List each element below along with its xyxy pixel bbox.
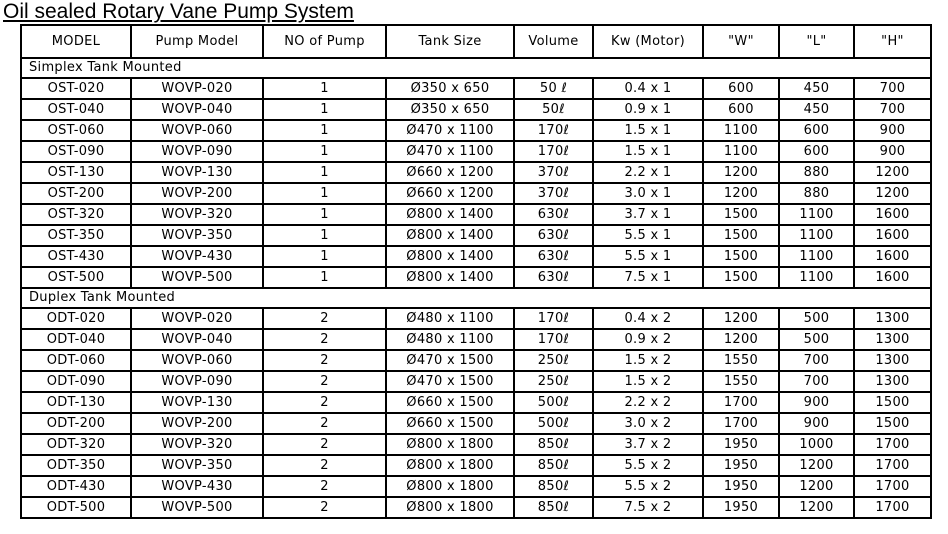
table-row — [21, 204, 931, 225]
cell-l: 700 — [779, 371, 854, 392]
cell-kw-motor: 1.5 x 1 — [593, 141, 703, 162]
cell-l: 880 — [779, 162, 854, 183]
column-header-tank-size: Tank Size — [386, 25, 514, 58]
cell-kw-motor: 3.0 x 1 — [593, 183, 703, 204]
cell-l: 1000 — [779, 434, 854, 455]
cell-w: 1950 — [703, 497, 779, 518]
cell-model: OST-060 — [21, 120, 131, 141]
cell-volume: 170ℓ — [514, 329, 593, 350]
cell-model: ODT-430 — [21, 476, 131, 497]
cell-h: 1200 — [854, 183, 931, 204]
table-row — [21, 308, 931, 329]
section-row-duplex-tank-mounted — [21, 288, 931, 308]
cell-w: 1100 — [703, 120, 779, 141]
cell-tank-size: Ø660 x 1200 — [386, 162, 514, 183]
cell-w: 1200 — [703, 329, 779, 350]
cell-w: 1500 — [703, 246, 779, 267]
cell-model: ODT-500 — [21, 497, 131, 518]
cell-kw-motor: 0.9 x 2 — [593, 329, 703, 350]
column-header-l: "L" — [779, 25, 854, 58]
cell-pump-model: WOVP-500 — [131, 267, 263, 288]
table-row — [21, 225, 931, 246]
cell-h: 1700 — [854, 476, 931, 497]
cell-l: 700 — [779, 350, 854, 371]
table-row — [21, 434, 931, 455]
cell-kw-motor: 3.0 x 2 — [593, 413, 703, 434]
cell-volume: 630ℓ — [514, 246, 593, 267]
cell-pump-model: WOVP-060 — [131, 120, 263, 141]
cell-w: 1700 — [703, 392, 779, 413]
cell-no-of-pump: 1 — [263, 99, 386, 120]
cell-model: OST-130 — [21, 162, 131, 183]
cell-no-of-pump: 2 — [263, 350, 386, 371]
cell-l: 1200 — [779, 455, 854, 476]
column-header-no-of-pump: NO of Pump — [263, 25, 386, 58]
cell-tank-size: Ø480 x 1100 — [386, 329, 514, 350]
cell-no-of-pump: 1 — [263, 78, 386, 99]
table-row — [21, 120, 931, 141]
cell-h: 1300 — [854, 329, 931, 350]
cell-no-of-pump: 2 — [263, 392, 386, 413]
cell-l: 600 — [779, 141, 854, 162]
cell-tank-size: Ø660 x 1500 — [386, 413, 514, 434]
table-row — [21, 162, 931, 183]
cell-pump-model: WOVP-090 — [131, 371, 263, 392]
cell-volume: 50 ℓ — [514, 78, 593, 99]
cell-pump-model: WOVP-040 — [131, 329, 263, 350]
header-row — [21, 25, 931, 58]
cell-kw-motor: 1.5 x 2 — [593, 350, 703, 371]
cell-no-of-pump: 1 — [263, 267, 386, 288]
cell-l: 1100 — [779, 225, 854, 246]
cell-model: OST-350 — [21, 225, 131, 246]
cell-pump-model: WOVP-320 — [131, 434, 263, 455]
cell-kw-motor: 0.9 x 1 — [593, 99, 703, 120]
cell-model: OST-200 — [21, 183, 131, 204]
cell-w: 1200 — [703, 183, 779, 204]
cell-h: 1600 — [854, 246, 931, 267]
cell-tank-size: Ø470 x 1500 — [386, 371, 514, 392]
cell-w: 1950 — [703, 476, 779, 497]
table-body — [21, 58, 931, 518]
cell-pump-model: WOVP-500 — [131, 497, 263, 518]
table-row — [21, 392, 931, 413]
cell-model: OST-320 — [21, 204, 131, 225]
cell-tank-size: Ø800 x 1400 — [386, 267, 514, 288]
cell-h: 1700 — [854, 434, 931, 455]
cell-h: 700 — [854, 99, 931, 120]
cell-h: 900 — [854, 120, 931, 141]
table-row — [21, 246, 931, 267]
column-header-pump-model: Pump Model — [131, 25, 263, 58]
cell-kw-motor: 5.5 x 1 — [593, 225, 703, 246]
cell-l: 1200 — [779, 497, 854, 518]
cell-kw-motor: 1.5 x 2 — [593, 371, 703, 392]
cell-model: OST-020 — [21, 78, 131, 99]
cell-tank-size: Ø800 x 1800 — [386, 455, 514, 476]
cell-h: 1300 — [854, 350, 931, 371]
cell-kw-motor: 0.4 x 1 — [593, 78, 703, 99]
cell-model: OST-430 — [21, 246, 131, 267]
cell-l: 1100 — [779, 246, 854, 267]
cell-pump-model: WOVP-200 — [131, 183, 263, 204]
cell-l: 500 — [779, 308, 854, 329]
column-header-kw-motor: Kw (Motor) — [593, 25, 703, 58]
cell-kw-motor: 0.4 x 2 — [593, 308, 703, 329]
cell-l: 900 — [779, 413, 854, 434]
table-head — [21, 25, 931, 58]
cell-tank-size: Ø470 x 1100 — [386, 120, 514, 141]
cell-model: ODT-130 — [21, 392, 131, 413]
cell-no-of-pump: 2 — [263, 455, 386, 476]
cell-pump-model: WOVP-130 — [131, 162, 263, 183]
cell-kw-motor: 5.5 x 1 — [593, 246, 703, 267]
cell-w: 1100 — [703, 141, 779, 162]
cell-kw-motor: 2.2 x 1 — [593, 162, 703, 183]
cell-volume: 50ℓ — [514, 99, 593, 120]
column-header-w: "W" — [703, 25, 779, 58]
cell-w: 1950 — [703, 455, 779, 476]
cell-volume: 850ℓ — [514, 497, 593, 518]
cell-volume: 250ℓ — [514, 371, 593, 392]
cell-w: 1550 — [703, 350, 779, 371]
cell-volume: 630ℓ — [514, 267, 593, 288]
cell-volume: 170ℓ — [514, 120, 593, 141]
cell-w: 1500 — [703, 204, 779, 225]
cell-tank-size: Ø800 x 1400 — [386, 225, 514, 246]
table-row — [21, 350, 931, 371]
cell-pump-model: WOVP-430 — [131, 476, 263, 497]
cell-pump-model: WOVP-320 — [131, 204, 263, 225]
cell-tank-size: Ø800 x 1400 — [386, 204, 514, 225]
cell-pump-model: WOVP-020 — [131, 78, 263, 99]
cell-h: 1300 — [854, 371, 931, 392]
cell-volume: 370ℓ — [514, 162, 593, 183]
table-row — [21, 497, 931, 518]
cell-pump-model: WOVP-040 — [131, 99, 263, 120]
cell-tank-size: Ø350 x 650 — [386, 78, 514, 99]
table-row — [21, 99, 931, 120]
cell-w: 1550 — [703, 371, 779, 392]
cell-l: 1100 — [779, 267, 854, 288]
cell-volume: 370ℓ — [514, 183, 593, 204]
cell-model: OST-090 — [21, 141, 131, 162]
cell-tank-size: Ø800 x 1800 — [386, 497, 514, 518]
cell-no-of-pump: 2 — [263, 476, 386, 497]
cell-volume: 250ℓ — [514, 350, 593, 371]
cell-pump-model: WOVP-060 — [131, 350, 263, 371]
cell-volume: 850ℓ — [514, 476, 593, 497]
cell-model: OST-040 — [21, 99, 131, 120]
cell-l: 450 — [779, 78, 854, 99]
cell-l: 450 — [779, 99, 854, 120]
pump-spec-table — [20, 24, 932, 519]
column-header-model: MODEL — [21, 25, 131, 58]
cell-h: 1700 — [854, 497, 931, 518]
cell-no-of-pump: 2 — [263, 308, 386, 329]
cell-pump-model: WOVP-350 — [131, 455, 263, 476]
cell-h: 1700 — [854, 455, 931, 476]
cell-model: ODT-090 — [21, 371, 131, 392]
cell-w: 1950 — [703, 434, 779, 455]
table-row — [21, 267, 931, 288]
cell-tank-size: Ø480 x 1100 — [386, 308, 514, 329]
cell-tank-size: Ø800 x 1800 — [386, 434, 514, 455]
cell-tank-size: Ø350 x 650 — [386, 99, 514, 120]
table-row — [21, 413, 931, 434]
cell-no-of-pump: 1 — [263, 162, 386, 183]
cell-l: 600 — [779, 120, 854, 141]
cell-no-of-pump: 2 — [263, 329, 386, 350]
cell-h: 1500 — [854, 392, 931, 413]
cell-kw-motor: 5.5 x 2 — [593, 476, 703, 497]
cell-model: ODT-060 — [21, 350, 131, 371]
cell-tank-size: Ø800 x 1400 — [386, 246, 514, 267]
cell-w: 600 — [703, 78, 779, 99]
cell-tank-size: Ø800 x 1800 — [386, 476, 514, 497]
cell-pump-model: WOVP-430 — [131, 246, 263, 267]
cell-w: 1200 — [703, 308, 779, 329]
table-row — [21, 476, 931, 497]
cell-tank-size: Ø470 x 1500 — [386, 350, 514, 371]
cell-tank-size: Ø660 x 1500 — [386, 392, 514, 413]
cell-pump-model: WOVP-350 — [131, 225, 263, 246]
cell-model: ODT-350 — [21, 455, 131, 476]
table-row — [21, 455, 931, 476]
column-header-h: "H" — [854, 25, 931, 58]
cell-volume: 170ℓ — [514, 141, 593, 162]
section-label: Duplex Tank Mounted — [21, 288, 931, 308]
cell-no-of-pump: 1 — [263, 204, 386, 225]
cell-pump-model: WOVP-020 — [131, 308, 263, 329]
cell-l: 1100 — [779, 204, 854, 225]
page-title: Oil sealed Rotary Vane Pump System — [3, 0, 354, 23]
cell-kw-motor: 5.5 x 2 — [593, 455, 703, 476]
cell-pump-model: WOVP-130 — [131, 392, 263, 413]
cell-volume: 630ℓ — [514, 225, 593, 246]
cell-h: 900 — [854, 141, 931, 162]
cell-no-of-pump: 1 — [263, 141, 386, 162]
cell-no-of-pump: 2 — [263, 413, 386, 434]
cell-h: 1600 — [854, 225, 931, 246]
cell-pump-model: WOVP-090 — [131, 141, 263, 162]
cell-tank-size: Ø660 x 1200 — [386, 183, 514, 204]
cell-model: OST-500 — [21, 267, 131, 288]
cell-no-of-pump: 2 — [263, 497, 386, 518]
cell-h: 700 — [854, 78, 931, 99]
cell-w: 600 — [703, 99, 779, 120]
cell-l: 1200 — [779, 476, 854, 497]
cell-model: ODT-040 — [21, 329, 131, 350]
table-row — [21, 329, 931, 350]
section-label: Simplex Tank Mounted — [21, 58, 931, 78]
cell-kw-motor: 1.5 x 1 — [593, 120, 703, 141]
cell-h: 1200 — [854, 162, 931, 183]
cell-model: ODT-200 — [21, 413, 131, 434]
cell-h: 1300 — [854, 308, 931, 329]
cell-h: 1600 — [854, 204, 931, 225]
section-row-simplex-tank-mounted — [21, 58, 931, 78]
column-header-volume: Volume — [514, 25, 593, 58]
cell-tank-size: Ø470 x 1100 — [386, 141, 514, 162]
cell-no-of-pump: 1 — [263, 225, 386, 246]
cell-h: 1600 — [854, 267, 931, 288]
cell-kw-motor: 2.2 x 2 — [593, 392, 703, 413]
cell-volume: 850ℓ — [514, 455, 593, 476]
cell-model: ODT-020 — [21, 308, 131, 329]
cell-kw-motor: 3.7 x 1 — [593, 204, 703, 225]
cell-no-of-pump: 1 — [263, 183, 386, 204]
cell-kw-motor: 3.7 x 2 — [593, 434, 703, 455]
cell-kw-motor: 7.5 x 1 — [593, 267, 703, 288]
cell-no-of-pump: 2 — [263, 371, 386, 392]
cell-l: 500 — [779, 329, 854, 350]
cell-no-of-pump: 1 — [263, 246, 386, 267]
table-row — [21, 78, 931, 99]
table-row — [21, 183, 931, 204]
cell-volume: 170ℓ — [514, 308, 593, 329]
cell-l: 880 — [779, 183, 854, 204]
cell-w: 1500 — [703, 225, 779, 246]
cell-volume: 630ℓ — [514, 204, 593, 225]
cell-model: ODT-320 — [21, 434, 131, 455]
cell-no-of-pump: 1 — [263, 120, 386, 141]
cell-no-of-pump: 2 — [263, 434, 386, 455]
cell-kw-motor: 7.5 x 2 — [593, 497, 703, 518]
table-row — [21, 371, 931, 392]
cell-h: 1500 — [854, 413, 931, 434]
cell-l: 900 — [779, 392, 854, 413]
cell-w: 1200 — [703, 162, 779, 183]
cell-w: 1700 — [703, 413, 779, 434]
cell-volume: 500ℓ — [514, 413, 593, 434]
cell-volume: 850ℓ — [514, 434, 593, 455]
cell-volume: 500ℓ — [514, 392, 593, 413]
cell-w: 1500 — [703, 267, 779, 288]
table-row — [21, 141, 931, 162]
cell-pump-model: WOVP-200 — [131, 413, 263, 434]
